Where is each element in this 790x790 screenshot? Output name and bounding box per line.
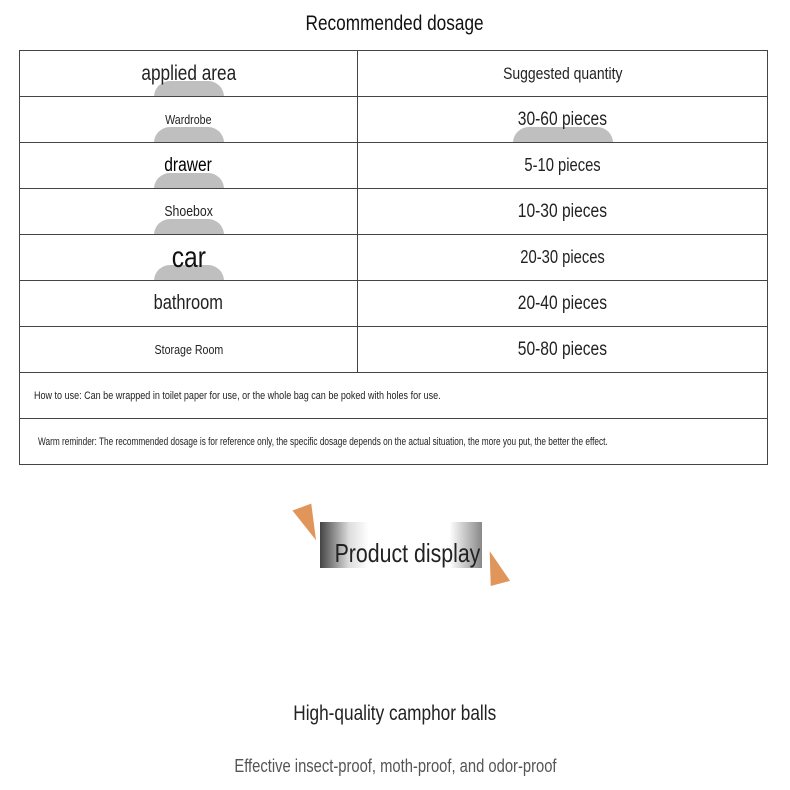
table-row — [20, 327, 768, 373]
quantity-cell: 20-40 pieces — [358, 281, 768, 327]
section-title-banner: Product display — [320, 522, 482, 568]
table-header-row — [20, 51, 768, 97]
quantity-cell: 50-80 pieces — [358, 327, 768, 373]
dosage-table — [19, 50, 768, 465]
area-cell: drawer — [20, 143, 358, 189]
quantity-cell: 30-60 pieces — [358, 97, 768, 143]
accent-triangle-icon — [482, 548, 510, 586]
how-to-use-row — [20, 373, 768, 419]
area-cell: Shoebox — [20, 189, 358, 235]
quantity-cell: 10-30 pieces — [358, 189, 768, 235]
header-suggested-quantity: Suggested quantity — [358, 51, 768, 97]
area-cell: bathroom — [20, 281, 358, 327]
table-row — [20, 97, 768, 143]
table-row — [20, 189, 768, 235]
product-title: High-quality camphor balls — [293, 702, 497, 725]
table-row — [20, 235, 768, 281]
how-to-use-note: How to use: Can be wrapped in toilet paper for use, or the whole bag can be poked with holes for use. — [20, 373, 768, 419]
table-row — [20, 281, 768, 327]
area-cell: car — [20, 235, 358, 281]
area-cell: Wardrobe — [20, 97, 358, 143]
accent-triangle-icon — [292, 504, 323, 545]
warm-reminder-row — [20, 419, 768, 465]
quantity-cell: 5-10 pieces — [358, 143, 768, 189]
area-cell: Storage Room — [20, 327, 358, 373]
table-row — [20, 143, 768, 189]
header-applied-area: applied area — [20, 51, 358, 97]
page-title: Recommended dosage — [305, 12, 485, 35]
warm-reminder-note: Warm reminder: The recommended dosage is for reference only, the specific dosage depends on the actual situation, the more you put, the better the effect. — [20, 419, 768, 465]
quantity-cell: 20-30 pieces — [358, 235, 768, 281]
product-subtitle: Effective insect-proof, moth-proof, and odor-proof — [233, 756, 557, 776]
